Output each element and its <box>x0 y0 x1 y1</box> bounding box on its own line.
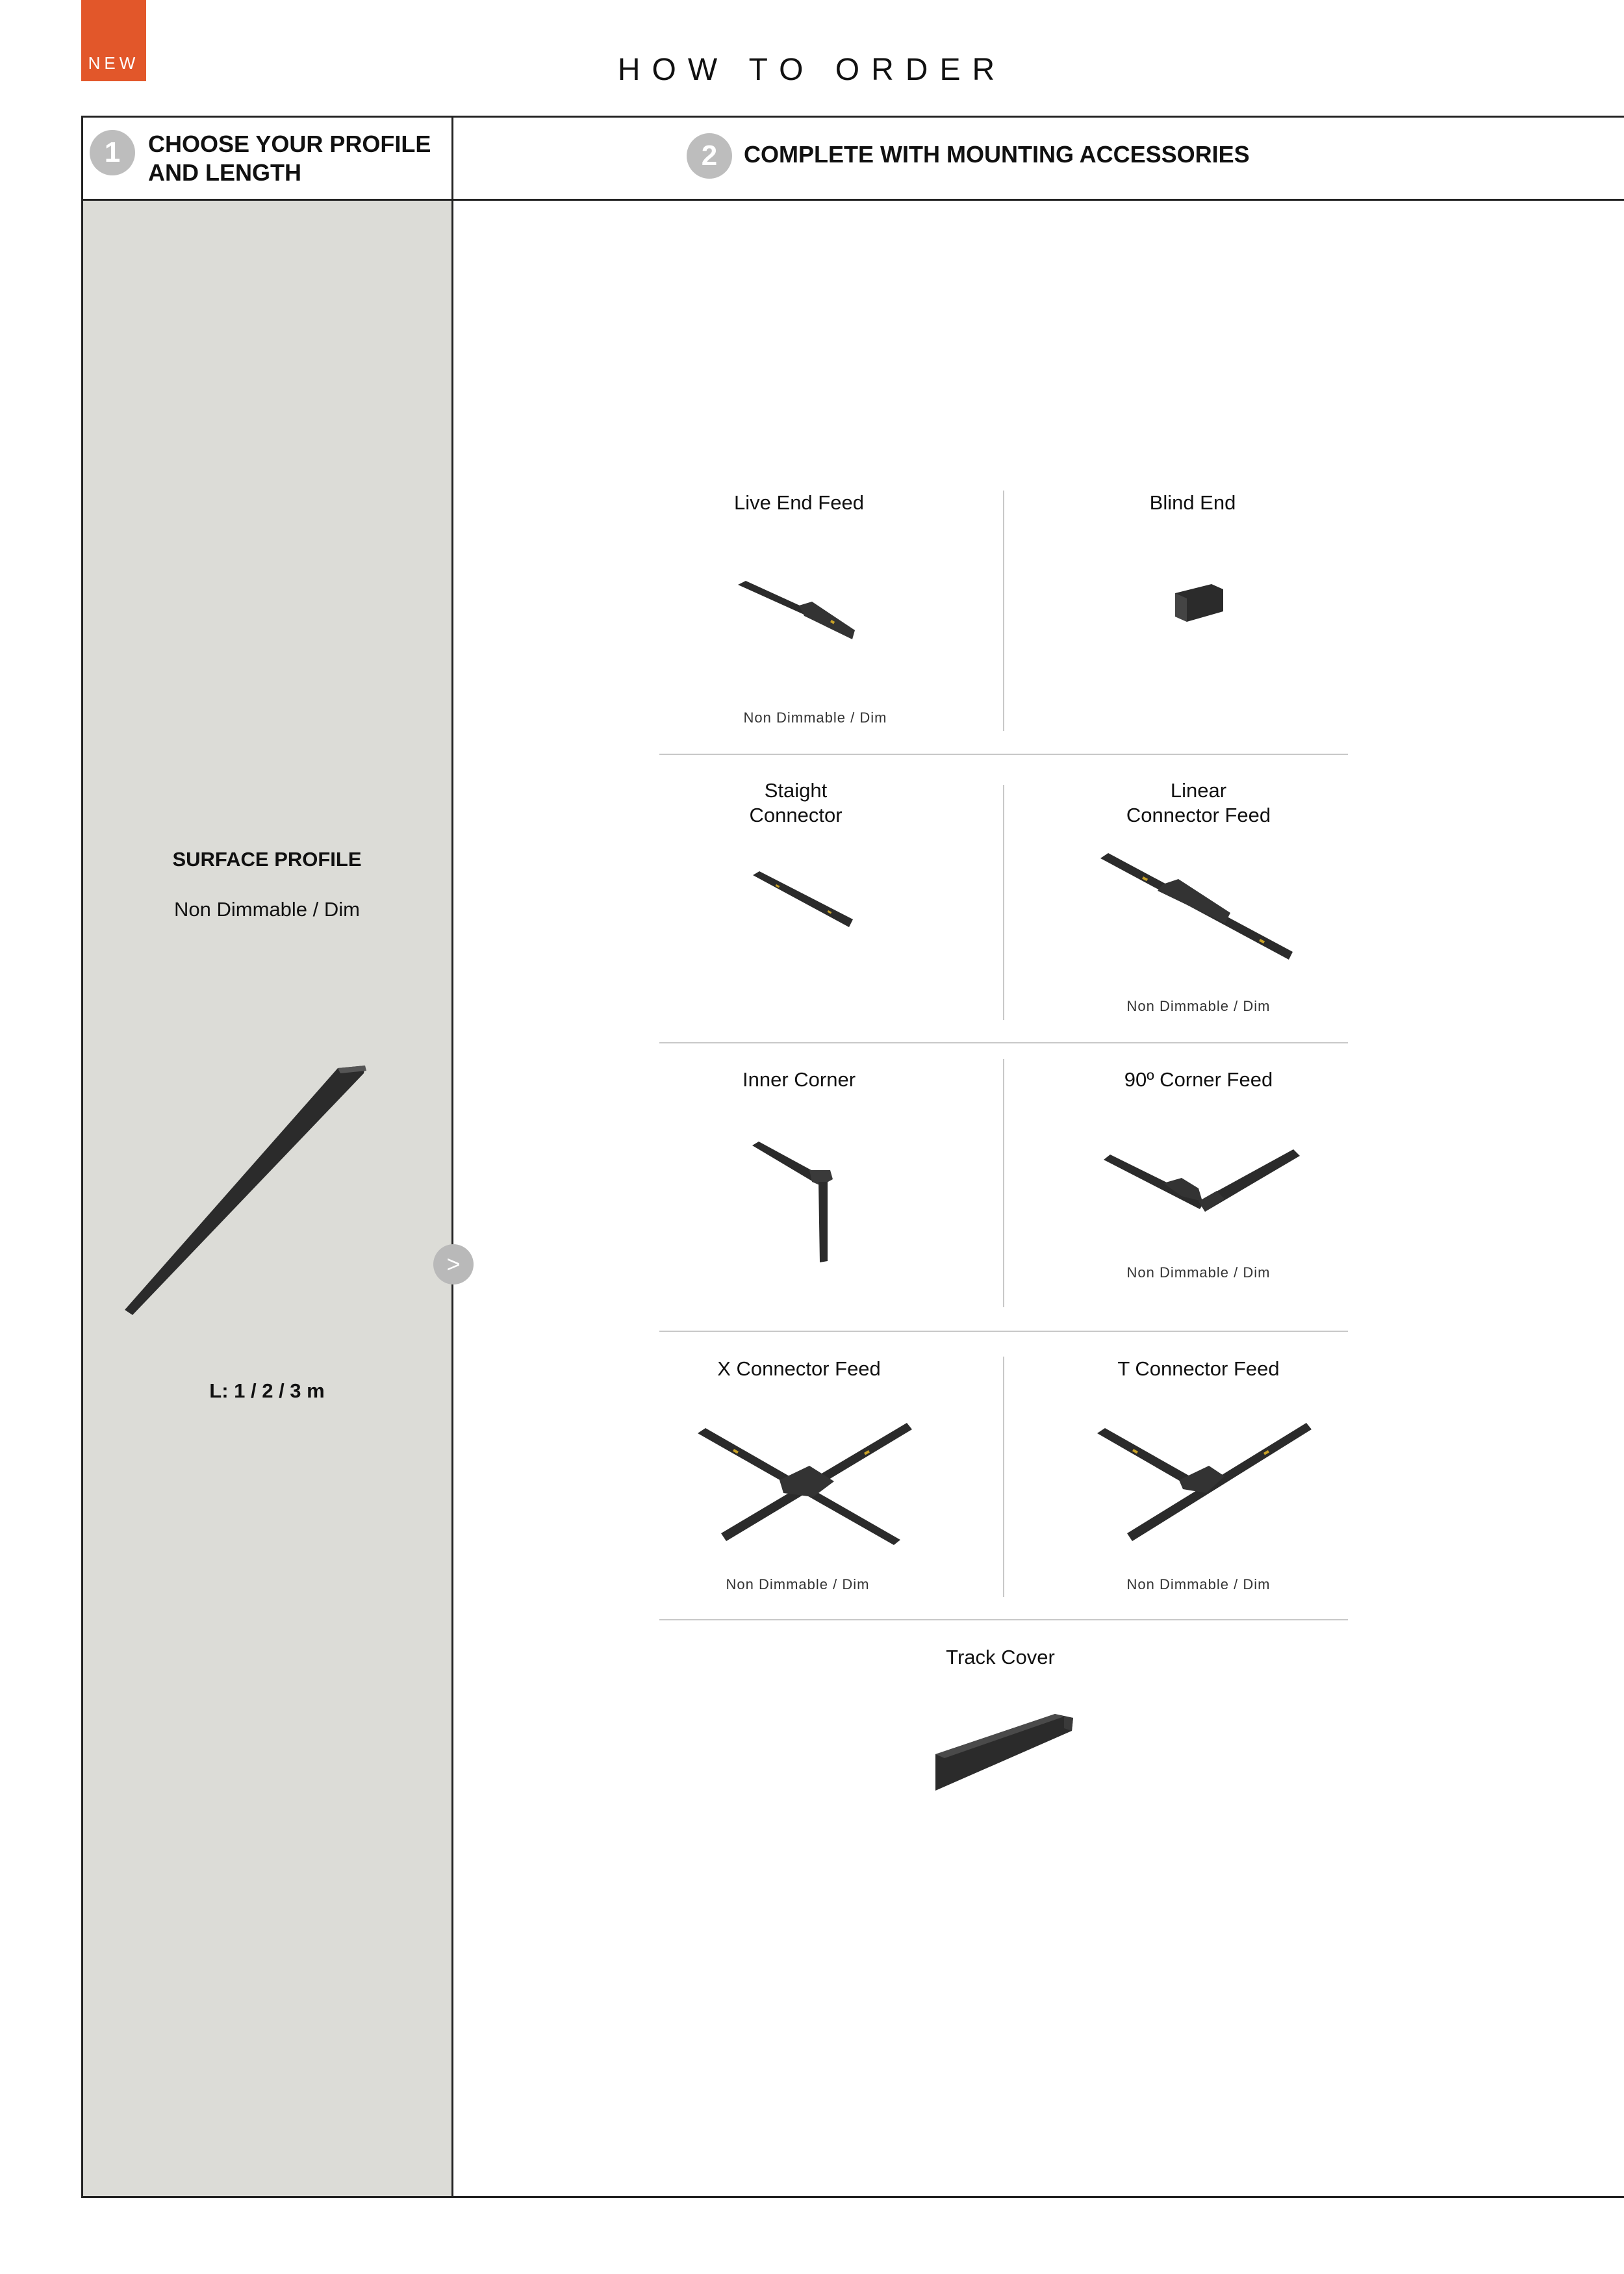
profile-subtitle: Non Dimmable / Dim <box>174 898 360 921</box>
90-corner-feed-image <box>1101 1147 1302 1225</box>
track-cover-label: Track Cover <box>946 1646 1055 1668</box>
table-header-border <box>81 199 1624 201</box>
inner-corner-label: Inner Corner <box>742 1068 856 1091</box>
separator-h-1 <box>659 754 1348 755</box>
x-connector-feed-label: X Connector Feed <box>717 1357 881 1380</box>
x-connector-feed-note: Non Dimmable / Dim <box>726 1576 870 1592</box>
table-bottom-border <box>81 2196 1624 2198</box>
linear-connector-feed-label-line1: Linear <box>1170 779 1227 802</box>
table-top-border <box>81 116 1624 118</box>
step-2-number: 2 <box>687 133 732 179</box>
t-connector-feed-note: Non Dimmable / Dim <box>1126 1576 1271 1592</box>
straight-connector-image <box>750 867 861 932</box>
t-connector-feed-image <box>1095 1416 1315 1546</box>
separator-v-4 <box>1003 1357 1004 1597</box>
straight-connector-label-line2: Connector <box>749 804 843 826</box>
step-1-label-line1: CHOOSE YOUR PROFILE <box>148 131 431 157</box>
track-cover-image <box>934 1709 1077 1793</box>
separator-v-3 <box>1003 1059 1004 1307</box>
90-corner-feed-note: Non Dimmable / Dim <box>1126 1264 1271 1281</box>
separator-v-2 <box>1003 785 1004 1020</box>
step-1-number: 1 <box>90 130 135 175</box>
step-1-label-line2: AND LENGTH <box>148 159 301 186</box>
profile-length: L: 1 / 2 / 3 m <box>209 1379 325 1402</box>
page-title: HOW TO ORDER <box>617 53 1007 87</box>
straight-connector-label-line1: Staight <box>764 779 828 802</box>
surface-profile-image <box>117 1059 377 1319</box>
step-1-label <box>148 130 431 187</box>
separator-h-2 <box>659 1042 1348 1043</box>
linear-connector-feed-image <box>1098 848 1299 965</box>
separator-h-3 <box>659 1331 1348 1332</box>
new-badge-label: NEW <box>88 53 140 73</box>
live-end-feed-note: Non Dimmable / Dim <box>743 709 887 726</box>
inner-corner-image <box>747 1140 844 1270</box>
table-column-divider <box>451 116 453 2198</box>
90-corner-feed-label: 90º Corner Feed <box>1124 1068 1273 1091</box>
separator-v-1 <box>1003 491 1004 731</box>
straight-connector-label <box>698 778 893 828</box>
step-2-label: COMPLETE WITH MOUNTING ACCESSORIES <box>744 141 1250 168</box>
separator-h-4 <box>659 1619 1348 1620</box>
next-arrow-icon: > <box>433 1244 474 1284</box>
linear-connector-feed-note: Non Dimmable / Dim <box>1126 998 1271 1014</box>
live-end-feed-image <box>734 578 864 650</box>
live-end-feed-label: Live End Feed <box>734 491 864 514</box>
linear-connector-feed-label-line2: Connector Feed <box>1126 804 1271 826</box>
profile-title: SURFACE PROFILE <box>172 848 362 871</box>
blind-end-image <box>1173 581 1224 627</box>
t-connector-feed-label: T Connector Feed <box>1117 1357 1280 1380</box>
linear-connector-feed-label <box>1101 778 1296 828</box>
x-connector-feed-image <box>695 1416 916 1546</box>
table-left-border <box>81 116 83 2198</box>
blind-end-label: Blind End <box>1149 491 1236 514</box>
